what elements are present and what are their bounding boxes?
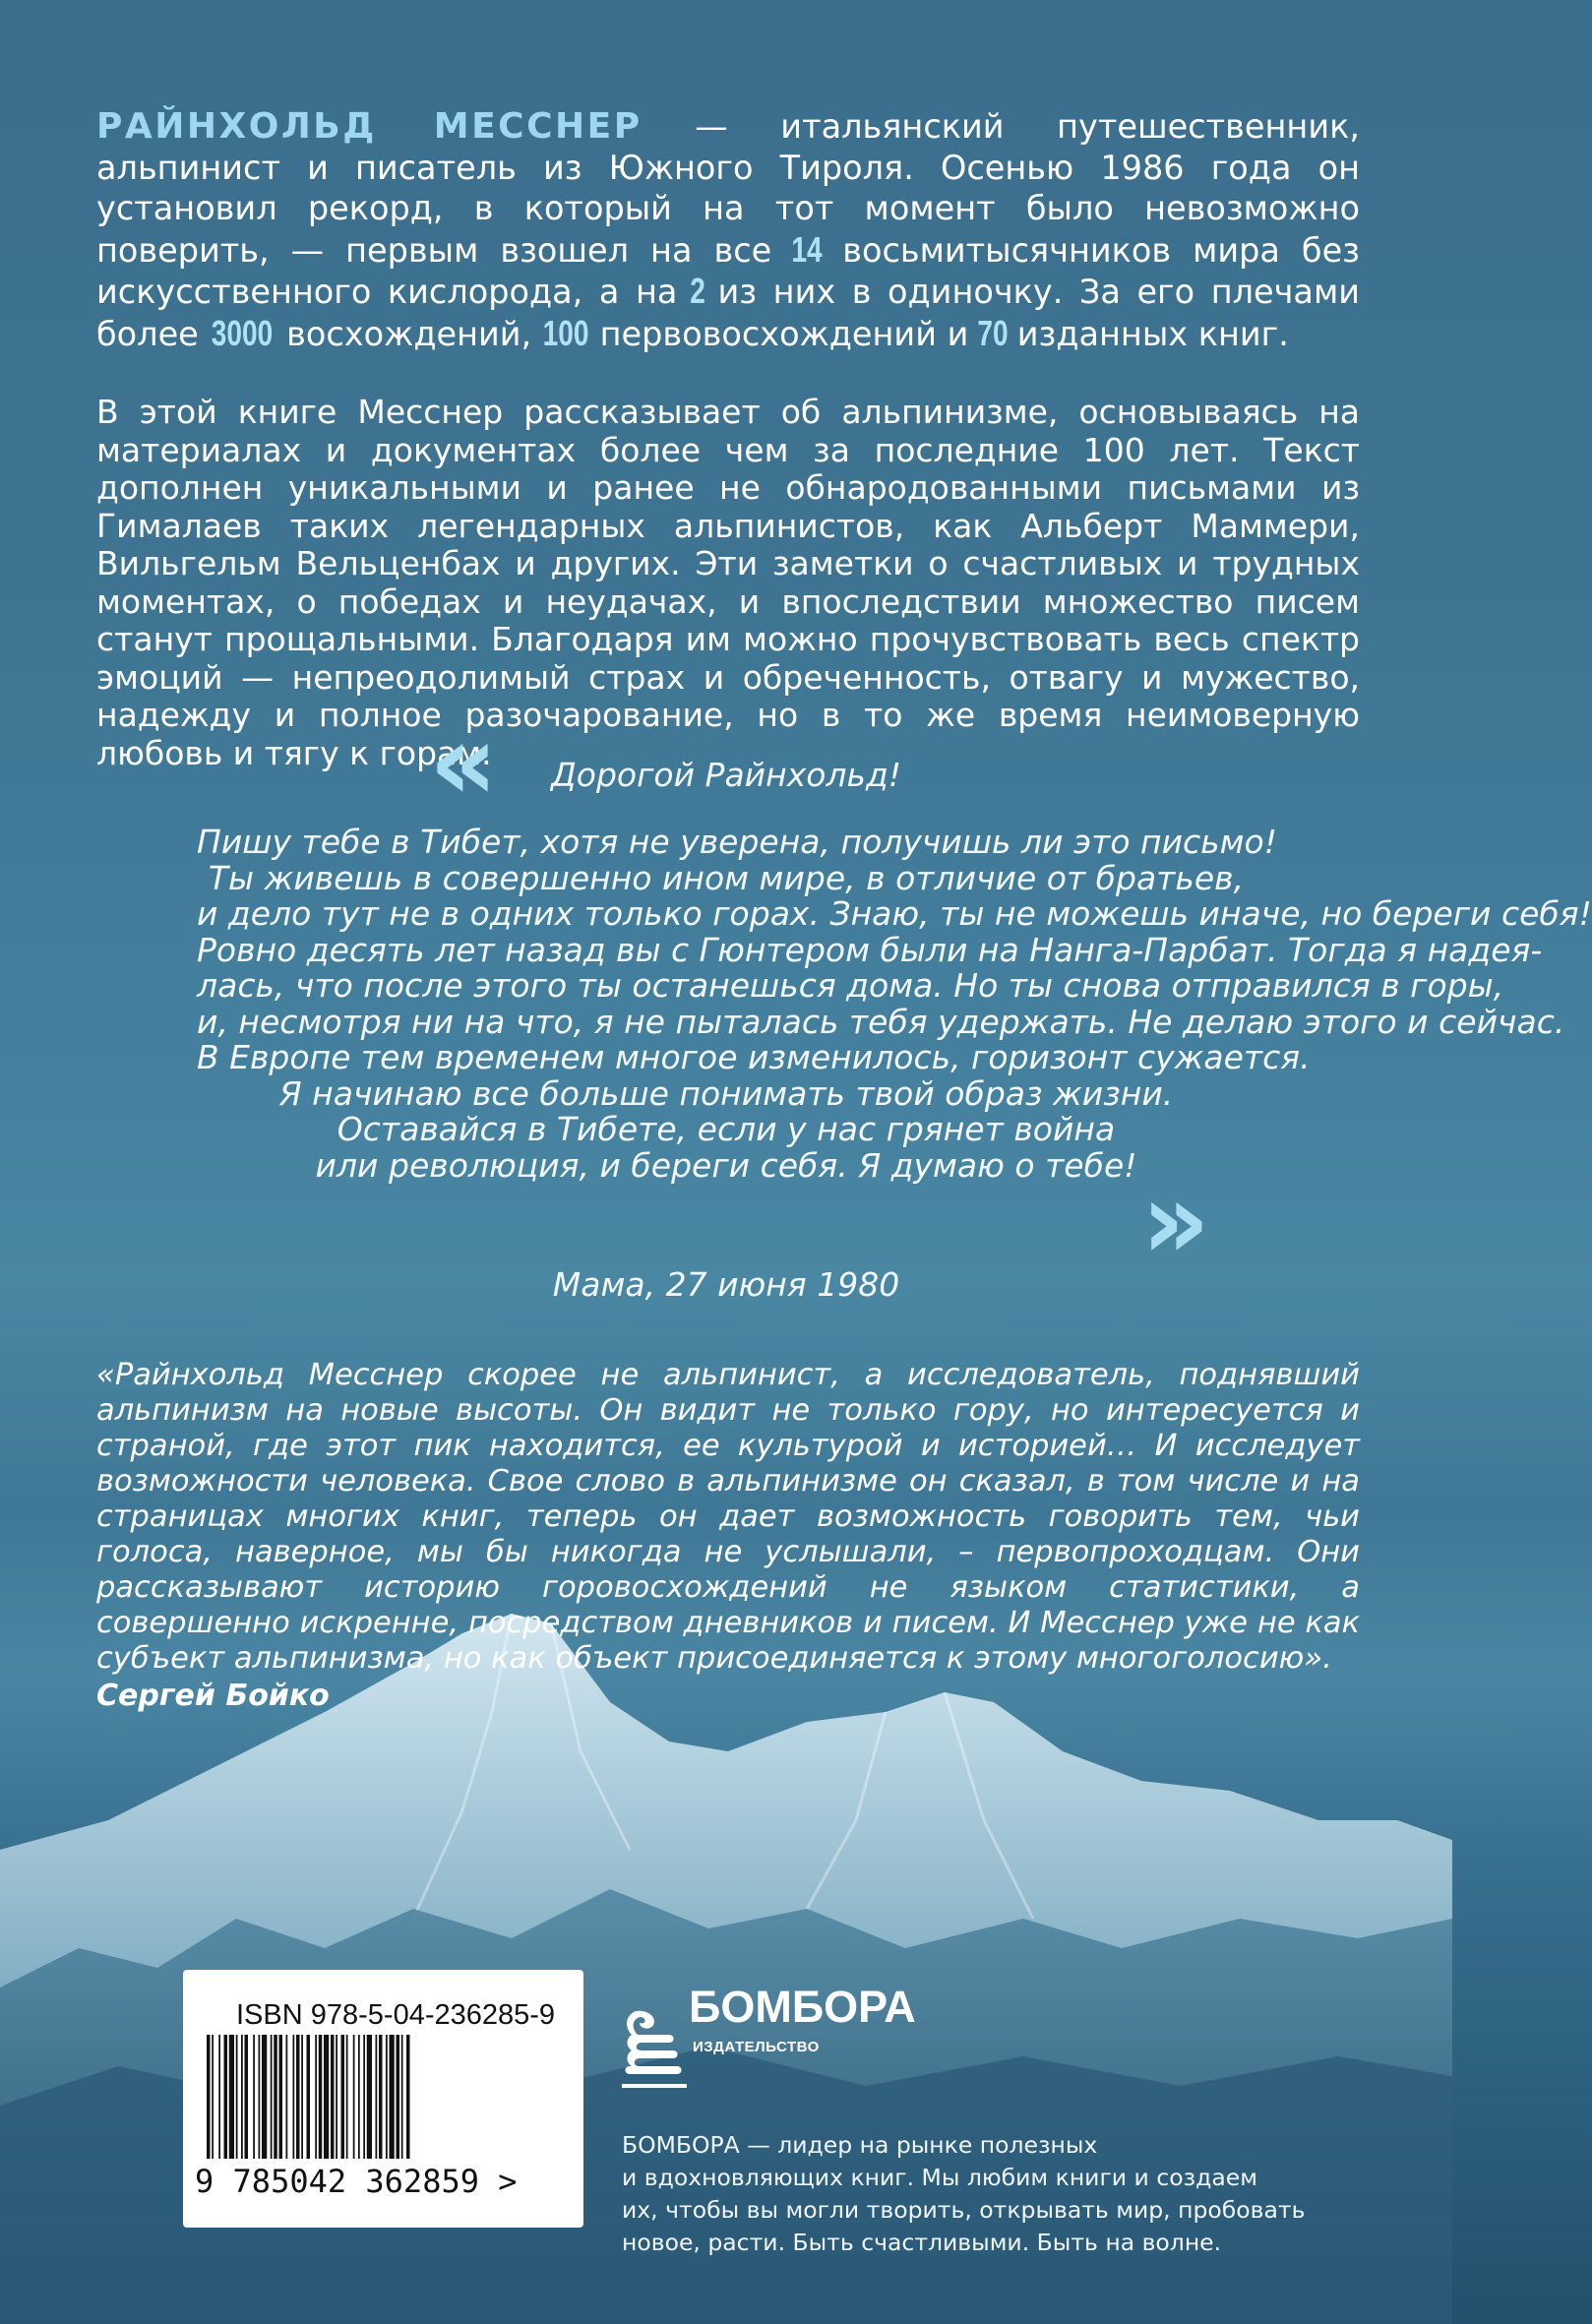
letter-greeting: Дорогой Райнхольд! bbox=[550, 756, 902, 794]
letter-line: или революция, и береги себя. Я думаю о тебе! bbox=[315, 1145, 1137, 1185]
stat-books: 70 bbox=[977, 312, 1009, 353]
letter-line: и дело тут не в одних только горах. Знаю, ты не можешь иначе, но береги себя! bbox=[197, 894, 1592, 933]
tagline-line: новое, расти. Быть счастливыми. Быть на волне. bbox=[622, 2229, 1222, 2256]
intro-text: из них в одиночку. За его плечами более bbox=[96, 273, 1360, 353]
intro-text: первовосхождений и bbox=[588, 314, 980, 353]
barcode-panel bbox=[183, 1970, 583, 2228]
bombora-wave-logo-icon bbox=[618, 2007, 697, 2094]
review-quote bbox=[96, 1358, 1360, 1677]
book-description-text: В этой книге Месснер рассказывает об альпинизме, основываясь на материалах и документах более чем за последние 100 лет. Текст дополнен уникальными и ранее не обнародованными письмами из Гималаев таких легендарных альпинистов, как Альберт Маммери, Вильгельм Вельценбах и других. Эти заметки о счастливых и трудных моментах, о победах и неудачах, и впоследствии множество писем станут прощальными. Благодаря им можно прочувствовать весь спектр эмоций — непреодолимый страх и обреченность, отвагу и мужество, надежду и полное разочарование, но в то же время неимоверную любовь и тягу к горам. bbox=[96, 393, 1360, 772]
tagline-line: и вдохновляющих книг. Мы любим книги и создаем bbox=[622, 2164, 1257, 2191]
barcode-digits: 9 785042 362859 > bbox=[195, 2163, 518, 2200]
letter-line: В Европе тем временем многое изменилось, горизонт сужается. bbox=[197, 1038, 1311, 1076]
author-intro bbox=[96, 106, 1360, 354]
intro-text: восьмитысячников мира без искусственного кислорода, а на bbox=[96, 230, 1361, 311]
letter-body bbox=[197, 823, 1592, 1185]
stat-ascents: 3000 bbox=[212, 312, 274, 353]
intro-text: — итальянский путешественник, альпинист и писатель из Южного Тироля. Осенью 1986 года он установил рекорд, в который на тот момент было невозможно поверить, — первым взошел на все bbox=[96, 107, 1360, 270]
author-name: РАЙНХОЛЬД МЕССНЕР bbox=[96, 106, 643, 147]
stat-solo: 2 bbox=[690, 271, 705, 311]
quote-open-icon: « bbox=[429, 702, 498, 825]
review-author: Сергей Бойко bbox=[96, 1679, 330, 1713]
letter-line: и, несмотря ни на что, я не пыталась тебя удержать. Не делаю этого и сейчас. bbox=[197, 1002, 1565, 1041]
letter-line: Пишу тебе в Тибет, хотя не уверена, получишь ли это письмо! bbox=[197, 823, 1277, 861]
publisher-tagline bbox=[622, 2129, 1311, 2259]
publisher-subtitle: ИЗДАТЕЛЬСТВО bbox=[693, 2039, 820, 2055]
isbn-number: ISBN 978-5-04-236285-9 bbox=[236, 1999, 556, 2031]
intro-text: изданных книг. bbox=[1007, 314, 1289, 353]
intro-text: восхождений, bbox=[276, 314, 542, 353]
letter-signature: Мама, 27 июня 1980 bbox=[552, 1265, 900, 1304]
publisher-name: БОМБОРА bbox=[689, 1982, 916, 2032]
letter-line: лась, что после этого ты останешься дома. Но ты снова отправился в горы, bbox=[197, 966, 1504, 1005]
letter-line: Я начинаю все больше понимать твой образ жизни. bbox=[278, 1073, 1174, 1113]
quote-close-icon: » bbox=[1141, 1160, 1210, 1283]
letter-line: Ровно десять лет назад вы с Гюнтером были на Нанга-Парбат. Тогда я надея- bbox=[197, 930, 1543, 969]
barcode-icon bbox=[207, 2035, 561, 2163]
tagline-line: их, чтобы вы могли творить, открывать мир, пробовать bbox=[622, 2196, 1306, 2224]
book-description bbox=[96, 394, 1360, 772]
stat-first-ascents: 100 bbox=[542, 312, 589, 353]
tagline-line: БОМБОРА — лидер на рынке полезных bbox=[622, 2131, 1098, 2159]
letter-line: Оставайся в Тибете, если у нас грянет война bbox=[337, 1110, 1116, 1148]
stat-peaks: 14 bbox=[791, 228, 823, 270]
review-text: «Райнхольд Месснер скорее не альпинист, а исследователь, поднявший альпинизм на новые высоты. Он видит не только гору, но интересуется и страной, где этот пик находится, ее культурой и историей… И исследует возможности человека. Свое слово в альпинизме он сказал, в том числе и на страницах многих книг, теперь он дает возможность говорить тем, чьи голоса, наверное, мы бы никогда не услышали, – первопроходцам. Они рассказывают историю горовосхождений не языком статистики, а совершенно искренне, посредством дневников и писем. И Месснер уже не как субъект альпинизма, но как объект присоединяется к этому многоголосию». bbox=[96, 1358, 1360, 1676]
author-intro-paragraph bbox=[96, 106, 1360, 354]
letter-line: Ты живешь в совершенно ином мире, в отличие от братьев, bbox=[208, 858, 1245, 897]
